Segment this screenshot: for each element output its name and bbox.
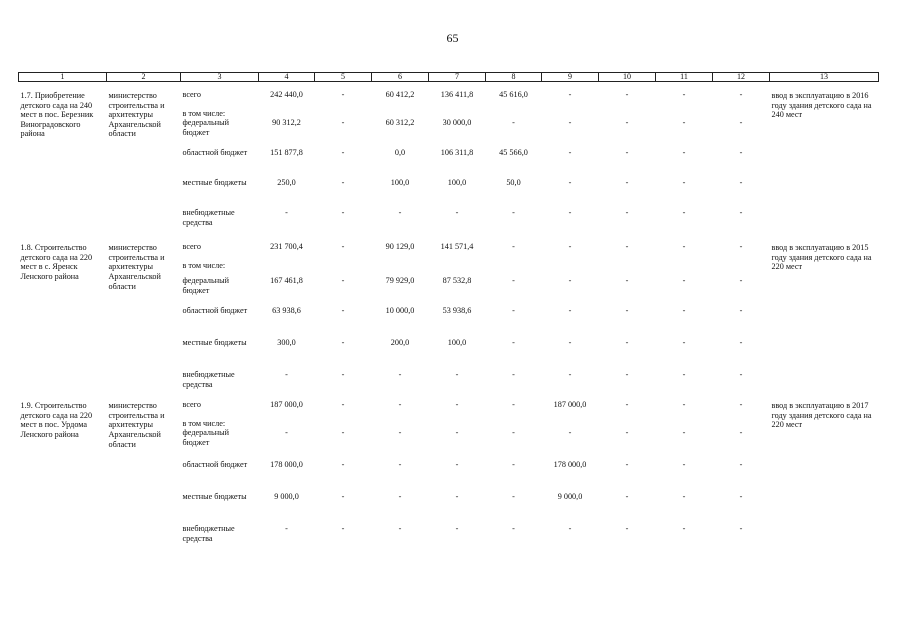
value-cell: - (739, 400, 743, 410)
value-cell: - (625, 178, 629, 188)
value-cell: - (739, 306, 743, 316)
including-label: в том числе: (182, 418, 226, 428)
funding-source: федеральный бюджет (182, 428, 230, 447)
col-header: 1 (19, 73, 107, 82)
page-number: 65 (446, 31, 459, 45)
value-cell: - (455, 400, 459, 410)
value-cell: 30 000,0 (442, 118, 472, 128)
value-cell: - (739, 460, 743, 470)
value-cell: - (285, 370, 288, 380)
value-cell: - (682, 306, 686, 316)
program-table (18, 72, 879, 552)
value-cell: 250,0 (277, 178, 296, 188)
value-cell: - (512, 242, 515, 252)
col-header: 8 (486, 73, 542, 82)
value-cell: - (739, 370, 743, 380)
value-cell: - (682, 90, 686, 99)
value-cell: - (625, 524, 629, 534)
value-cell: - (682, 118, 686, 128)
col-header: 11 (656, 73, 713, 82)
value-cell: - (512, 338, 515, 348)
expected-result: ввод в эксплуатацию в 2015 году здания детского сада на 220 мест (771, 243, 872, 272)
value-cell: - (341, 370, 345, 380)
value-cell: - (512, 428, 515, 438)
funding-source: местные бюджеты (182, 178, 247, 188)
value-cell: - (568, 428, 572, 438)
value-cell: - (682, 460, 686, 470)
executor: министерство строительства и архитектуры Архангельской области (108, 401, 165, 449)
value-cell: - (568, 178, 572, 188)
value-cell: 0,0 (394, 148, 406, 158)
funding-source: внебюджетные средства (182, 524, 235, 543)
value-cell: - (625, 306, 629, 316)
value-cell: - (739, 492, 743, 502)
value-cell: - (568, 242, 572, 252)
value-cell: - (455, 492, 459, 502)
funding-source: федеральный бюджет (182, 118, 230, 137)
value-cell: - (682, 400, 686, 410)
funding-source: областной бюджет (182, 148, 248, 158)
measure-name: 1.8. Строительство детского сада на 220 мест в с. Яренск Ленского района (20, 243, 93, 281)
value-cell: - (341, 178, 345, 188)
value-cell: - (625, 460, 629, 470)
value-cell: - (682, 208, 686, 218)
value-cell: - (341, 338, 345, 348)
value-cell: - (568, 90, 572, 99)
value-cell: - (512, 118, 515, 128)
value-cell: 9 000,0 (274, 492, 299, 502)
col-header: 5 (315, 73, 372, 82)
col-header: 2 (107, 73, 181, 82)
value-cell: - (625, 118, 629, 128)
col-header: 3 (181, 73, 259, 82)
value-cell: - (625, 338, 629, 348)
funding-source: местные бюджеты (182, 338, 247, 348)
spacer-row (19, 82, 879, 91)
value-cell: - (625, 492, 629, 502)
col-header: 9 (542, 73, 599, 82)
value-cell: - (682, 242, 686, 252)
value-cell: - (455, 524, 459, 534)
value-cell: 300,0 (277, 338, 296, 348)
funding-source: федеральный бюджет (182, 276, 230, 295)
funding-source (181, 242, 259, 276)
value-cell: 90 312,2 (272, 118, 301, 128)
value-cell: - (455, 460, 459, 470)
value-cell: - (285, 428, 288, 438)
value-cell: - (625, 276, 629, 286)
value-cell: - (625, 370, 629, 380)
value-cell: - (682, 148, 686, 158)
including-label: в том числе: (182, 260, 226, 270)
value-cell: - (455, 428, 459, 438)
col-header: 13 (770, 73, 879, 82)
value-cell: 187 000,0 (553, 400, 587, 410)
value-cell: - (455, 370, 459, 380)
expected-result: ввод в эксплуатацию в 2016 году здания детского сада на 240 мест (771, 91, 872, 120)
funding-source-label: всего (182, 90, 201, 99)
value-cell: 60 412,2 (385, 90, 415, 99)
value-cell: - (568, 276, 572, 286)
value-cell: 151 877,8 (270, 148, 303, 158)
value-cell: - (739, 90, 743, 99)
value-cell: - (682, 370, 686, 380)
value-cell: - (341, 306, 345, 316)
value-cell: 106 311,8 (440, 148, 474, 158)
value-cell: - (568, 148, 572, 158)
funding-source (181, 400, 259, 428)
value-cell: - (341, 118, 345, 128)
col-header: 7 (429, 73, 486, 82)
value-cell: - (341, 208, 345, 218)
value-cell: 200,0 (390, 338, 410, 348)
value-cell: 100,0 (390, 178, 410, 188)
value-cell: 45 616,0 (499, 90, 528, 99)
value-cell: - (398, 492, 402, 502)
value-cell: - (682, 428, 686, 438)
value-cell: - (512, 524, 515, 534)
value-cell: 10 000,0 (385, 306, 415, 316)
value-cell: - (568, 208, 572, 218)
value-cell: - (398, 460, 402, 470)
value-cell: - (568, 338, 572, 348)
funding-source: внебюджетные средства (182, 208, 235, 227)
value-cell: - (341, 276, 345, 286)
value-cell: - (682, 276, 686, 286)
value-cell: - (285, 524, 288, 534)
value-cell: - (341, 148, 345, 158)
value-cell: - (682, 338, 686, 348)
table-row (19, 90, 879, 118)
value-cell: - (398, 370, 402, 380)
value-cell: - (398, 400, 402, 410)
value-cell: - (739, 148, 743, 158)
value-cell: - (568, 306, 572, 316)
column-number-row (19, 73, 879, 82)
value-cell: 90 129,0 (385, 242, 415, 252)
measure-name: 1.9. Строительство детского сада на 220 мест в пос. Урдома Ленского района (20, 401, 93, 439)
value-cell: - (739, 208, 743, 218)
value-cell: - (625, 242, 629, 252)
value-cell: 167 461,8 (270, 276, 303, 286)
value-cell: 53 938,6 (442, 306, 472, 316)
measure-name: 1.7. Приобретение детского сада на 240 мест в пос. Березник Виноградовского района (20, 91, 94, 139)
value-cell: - (568, 370, 572, 380)
value-cell: - (625, 428, 629, 438)
value-cell: - (739, 178, 743, 188)
value-cell: - (739, 118, 743, 128)
value-cell: 45 566,0 (499, 148, 528, 158)
funding-source: областной бюджет (182, 306, 248, 316)
value-cell: - (625, 148, 629, 158)
value-cell: - (625, 208, 629, 218)
value-cell: - (341, 492, 345, 502)
value-cell: - (625, 400, 629, 410)
value-cell: - (739, 524, 743, 534)
executor: министерство строительства и архитектуры Архангельской области (108, 243, 165, 291)
value-cell: - (739, 276, 743, 286)
value-cell: - (341, 428, 345, 438)
expected-result: ввод в эксплуатацию в 2017 году здания детского сада на 220 мест (771, 401, 872, 430)
value-cell: - (341, 400, 345, 410)
funding-source-label: всего (182, 400, 201, 410)
value-cell: 87 532,8 (442, 276, 472, 286)
value-cell: - (625, 90, 629, 99)
value-cell: - (341, 242, 345, 252)
value-cell: - (512, 306, 515, 316)
funding-source-label: всего (182, 242, 201, 252)
value-cell: - (512, 276, 515, 286)
col-header: 6 (372, 73, 429, 82)
value-cell: - (455, 208, 459, 218)
value-cell: - (398, 428, 402, 438)
value-cell: 141 571,4 (440, 242, 474, 252)
funding-source (181, 90, 259, 118)
value-cell: - (341, 90, 345, 99)
value-cell: - (341, 460, 345, 470)
including-label: в том числе: (182, 108, 226, 118)
value-cell: 178 000,0 (553, 460, 587, 470)
value-cell: - (512, 492, 515, 502)
funding-source: внебюджетные средства (182, 370, 235, 389)
value-cell: - (568, 524, 572, 534)
value-cell: 63 938,6 (272, 306, 301, 316)
value-cell: - (512, 400, 515, 410)
value-cell: - (739, 428, 743, 438)
value-cell: - (285, 208, 288, 218)
value-cell: 50,0 (506, 178, 521, 188)
col-header: 12 (713, 73, 770, 82)
value-cell: 60 312,2 (385, 118, 415, 128)
spacer-cell (19, 82, 879, 91)
col-header: 10 (599, 73, 656, 82)
value-cell: 9 000,0 (557, 492, 583, 502)
value-cell: 100,0 (447, 338, 467, 348)
value-cell: 231 700,4 (270, 242, 303, 252)
value-cell: - (398, 208, 402, 218)
value-cell: - (739, 242, 743, 252)
table-row (19, 400, 879, 428)
value-cell: - (682, 524, 686, 534)
table-row (19, 242, 879, 276)
col-header: 4 (259, 73, 315, 82)
value-cell: 242 440,0 (270, 90, 303, 99)
value-cell: 79 929,0 (385, 276, 415, 286)
value-cell: - (512, 370, 515, 380)
funding-source: местные бюджеты (182, 492, 247, 502)
value-cell: - (568, 118, 572, 128)
value-cell: 178 000,0 (270, 460, 303, 470)
value-cell: - (682, 492, 686, 502)
value-cell: 100,0 (447, 178, 467, 188)
executor: министерство строительства и архитектуры Архангельской области (108, 91, 165, 139)
value-cell: - (512, 208, 515, 218)
value-cell: 187 000,0 (270, 400, 303, 410)
value-cell: - (739, 338, 743, 348)
value-cell: - (512, 460, 515, 470)
value-cell: - (341, 524, 345, 534)
value-cell: - (682, 178, 686, 188)
funding-source: областной бюджет (182, 460, 248, 470)
value-cell: - (398, 524, 402, 534)
value-cell: 136 411,8 (440, 90, 474, 99)
